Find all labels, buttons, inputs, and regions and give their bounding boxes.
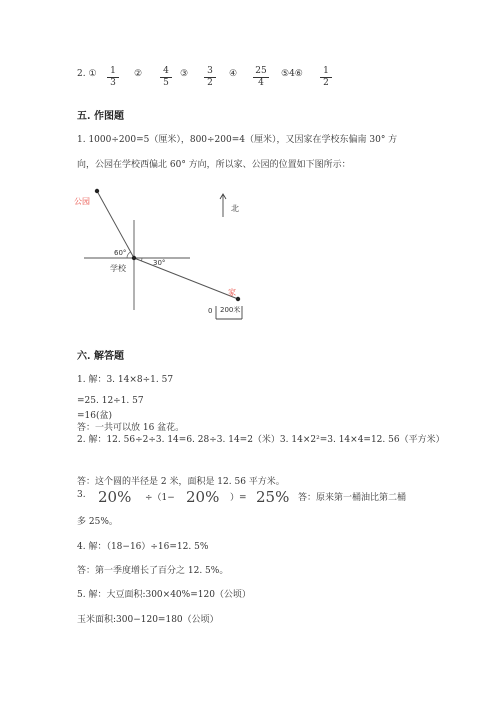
fraction-numerator: 4 <box>160 66 172 78</box>
angle-30-label: 30° <box>153 259 166 267</box>
scale-zero: 0 <box>208 307 213 315</box>
scale-label: 200米 <box>220 306 241 314</box>
fraction-2 <box>160 66 172 89</box>
fraction-numerator: 1 <box>320 66 332 78</box>
fraction-denominator: 4 <box>258 78 264 88</box>
q3-answer-cont: 多 25%。 <box>77 517 118 527</box>
park-point <box>95 189 99 193</box>
school-point <box>132 256 136 260</box>
q5-line-2: 玉米面积:300−120=180（公顷） <box>77 615 219 625</box>
school-to-home-line <box>134 258 238 299</box>
park-label: 公园 <box>74 197 90 206</box>
q3-percent-2: 20% <box>186 488 220 506</box>
answer-line: 答：一共可以放 16 盆花。 <box>77 423 185 433</box>
q2-prefix: 2. ① <box>77 69 97 79</box>
school-to-park-line <box>97 191 134 258</box>
q4-line-2: 答：第一季度增长了百分之 12. 5%。 <box>77 566 229 576</box>
north-label: 北 <box>231 204 239 213</box>
school-label: 学校 <box>110 264 126 273</box>
q2-marker-5: ⑤4⑥ <box>281 69 303 79</box>
fraction-denominator: 2 <box>323 78 329 88</box>
answer-line: 1. 解：3. 14×8÷1. 57 <box>77 375 174 385</box>
fraction-denominator: 3 <box>110 78 116 88</box>
fraction-1 <box>107 66 119 89</box>
fraction-denominator: 5 <box>163 78 169 88</box>
answer-line: =16(盆) <box>77 411 113 421</box>
answer-line: 2. 解：12. 56÷2÷3. 14=6. 28÷3. 14=2（米）3. 14×2²=3. 14×4=12. 56（平方米） <box>77 435 445 445</box>
q3-answer: 答：原来第一桶油比第二桶 <box>298 493 407 503</box>
fraction-3 <box>204 66 216 89</box>
q2-marker-4: ④ <box>229 69 238 79</box>
fraction-numerator: 25 <box>253 66 269 78</box>
section-5-line-2: 向，公园在学校西偏北 60° 方向，所以家、公园的位置如下图所示： <box>77 160 351 170</box>
q2-marker-3: ③ <box>180 69 189 79</box>
section-6-title: 六. 解答题 <box>77 351 124 362</box>
home-label: 家 <box>228 288 236 297</box>
q2-marker-2: ② <box>134 69 143 79</box>
fraction-numerator: 1 <box>107 66 119 78</box>
q3-operator-2: ）= <box>230 493 247 503</box>
answer-line: 答：这个圆的半径是 2 米，面积是 12. 56 平方米。 <box>77 477 285 487</box>
q3-operator-1: ÷（1− <box>145 493 175 503</box>
fraction-denominator: 2 <box>207 78 213 88</box>
fraction-numerator: 3 <box>204 66 216 78</box>
q3-percent-1: 20% <box>98 488 132 506</box>
q4-line-1: 4. 解：（18−16）÷16=12. 5% <box>77 542 209 552</box>
fraction-4 <box>253 66 269 89</box>
q3-number: 3. <box>77 490 86 500</box>
q5-line-1: 5. 解：大豆面积:300×40%=120（公顷） <box>77 590 251 600</box>
section-5-line-1: 1. 1000÷200=5（厘米），800÷200=4（厘米），又因家在学校东偏南 30° 方 <box>77 135 398 145</box>
angle-60-arc <box>127 252 131 258</box>
fraction-5 <box>320 66 332 89</box>
home-point <box>236 297 240 301</box>
section-5-title: 五. 作图题 <box>77 111 124 122</box>
angle-60-label: 60° <box>114 249 127 257</box>
position-diagram <box>70 185 260 325</box>
q3-percent-3: 25% <box>256 488 290 506</box>
answer-line: =25. 12÷1. 57 <box>77 396 144 406</box>
